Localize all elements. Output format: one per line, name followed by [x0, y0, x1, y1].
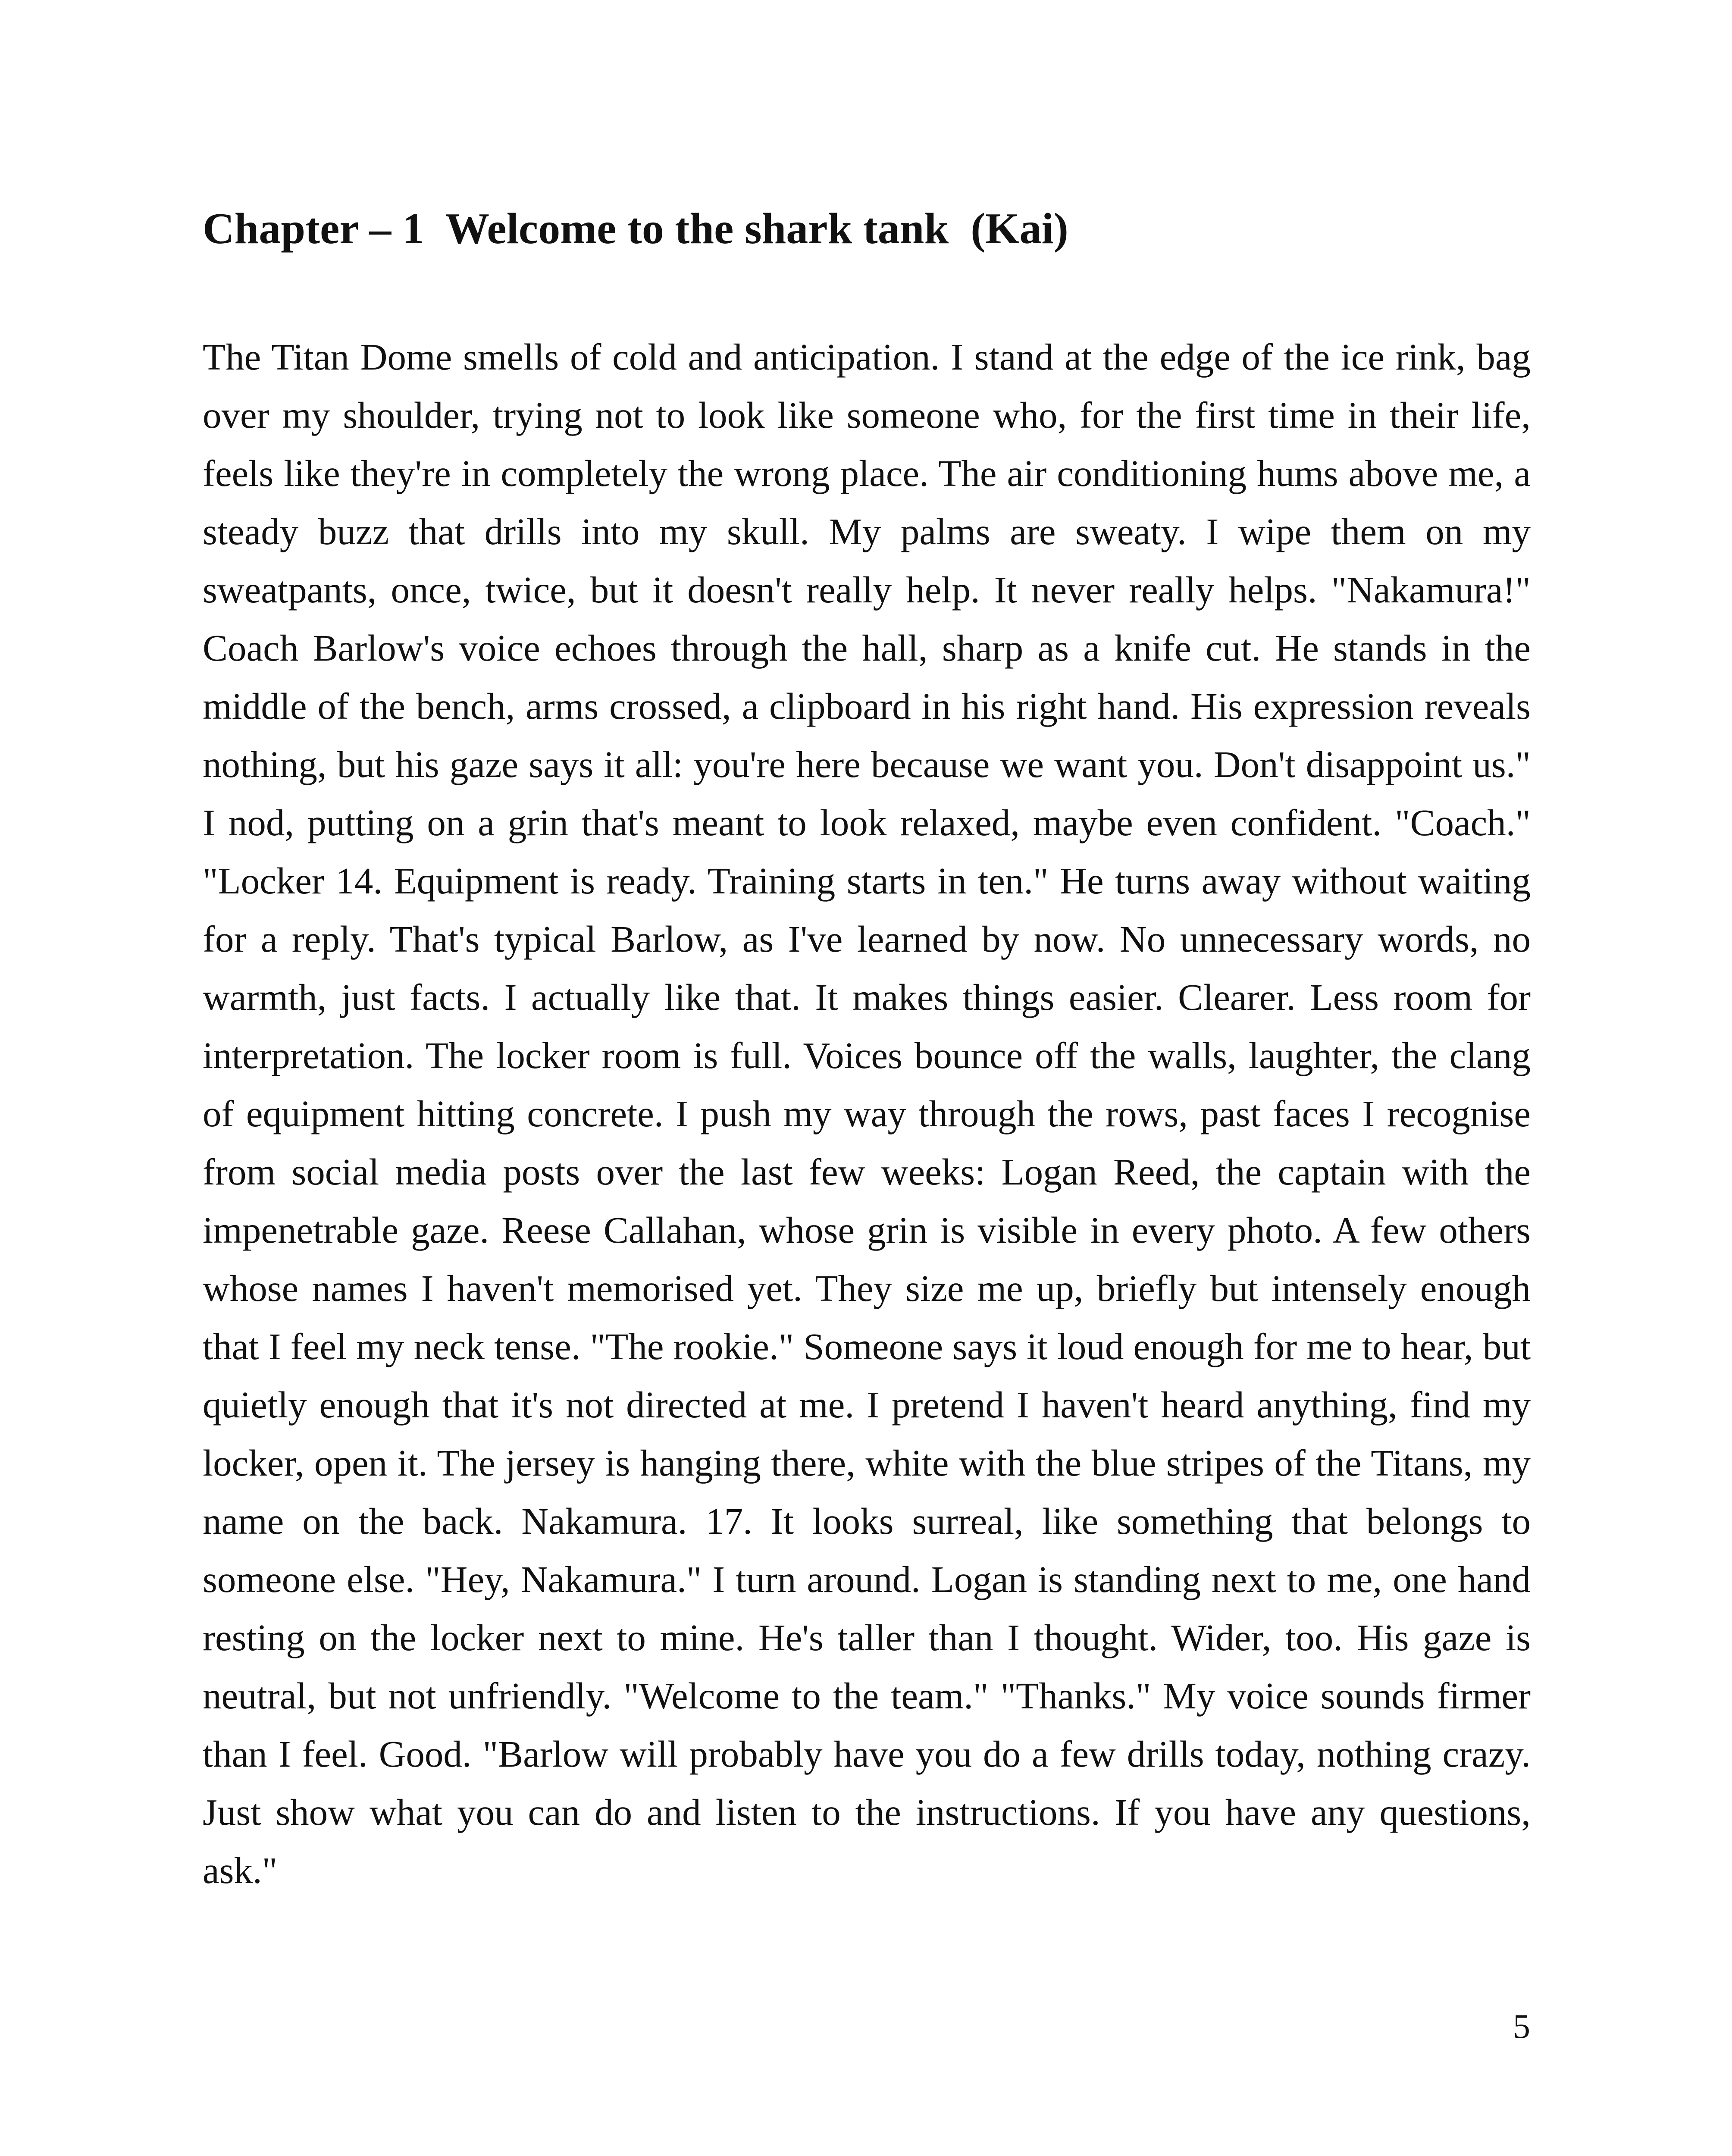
- chapter-title: Chapter – 1 Welcome to the shark tank (Kai): [203, 204, 1068, 253]
- page-number: 5: [1513, 2008, 1530, 2046]
- chapter-body-paragraph: The Titan Dome smells of cold and anticipation. I stand at the edge of the ice rink, bag over my shoulder, trying not to look like someone who, for the first time in their life, feels like they're in completely the wrong place. The air conditioning hums above me, a steady buzz that drills into my skull. My palms are sweaty. I wipe them on my sweatpants, once, twice, but it doesn't really help. It never really helps. "Nakamura!" Coach Barlow's voice echoes through the hall, sharp as a knife cut. He stands in the middle of the bench, arms crossed, a clipboard in his right hand. His expression reveals nothing, but his gaze says it all: you're here because we want you. Don't disappoint us." I nod, putting on a grin that's meant to look relaxed, maybe even confident. "Coach." "Locker 14. Equipment is ready. Training starts in ten." He turns away without waiting for a reply. That's typical Barlow, as I've learned by now. No unnecessary words, no warmth, just facts. I actually like that. It makes things easier. Clearer. Less room for interpretation. The locker room is full. Voices bounce off the walls, laughter, the clang of equipment hitting concrete. I push my way through the rows, past faces I recognise from social media posts over the last few weeks: Logan Reed, the captain with the impenetrable gaze. Reese Callahan, whose grin is visible in every photo. A few others whose names I haven't memorised yet. They size me up, briefly but intensely enough that I feel my neck tense. "The rookie." Someone says it loud enough for me to hear, but quietly enough that it's not directed at me. I pretend I haven't heard anything, find my locker, open it. The jersey is hanging there, white with the blue stripes of the Titans, my name on the back. Nakamura. 17. It looks surreal, like something that belongs to someone else. "Hey, Nakamura." I turn around. Logan is standing next to me, one hand resting on the locker next to mine. He's taller than I thought. Wider, too. His gaze is neutral, but not unfriendly. "Welcome to the team." "Thanks." My voice sounds firmer than I feel. Good. "Barlow will probably have you do a few drills today, nothing crazy. Just show what you can do and listen to the instructions. If you have any questions, ask.": [203, 336, 1531, 1891]
